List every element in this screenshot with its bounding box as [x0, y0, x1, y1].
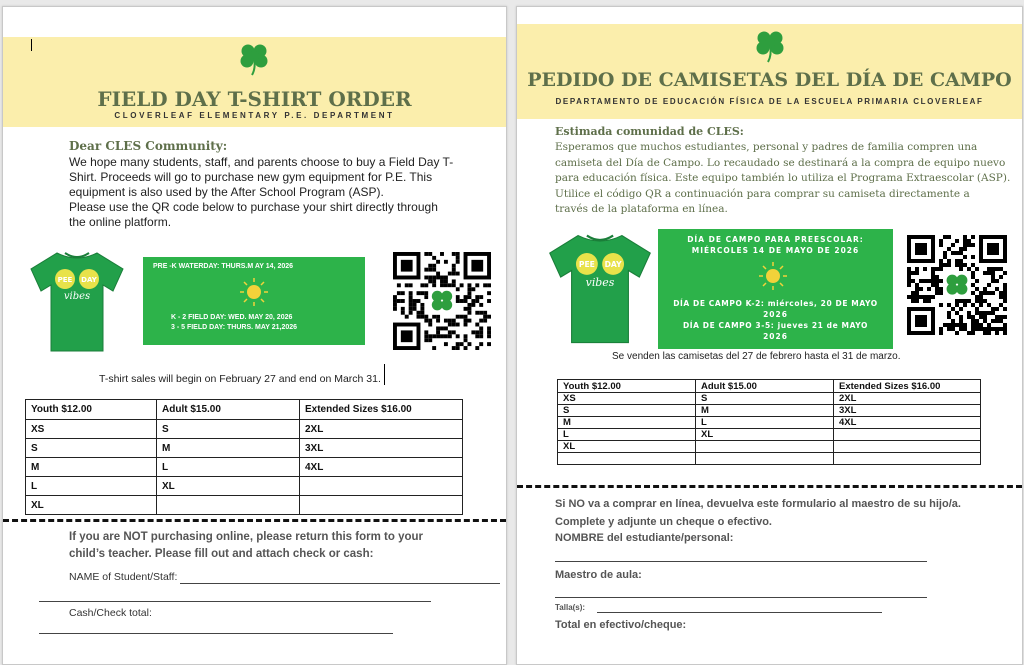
table-cell: S [157, 420, 300, 439]
name-input-line[interactable] [555, 561, 927, 562]
table-cell [300, 477, 463, 496]
greeting: Estimada comunidad de CLES: [555, 125, 744, 138]
size-header-extended: Extended Sizes $16.00 [834, 380, 981, 393]
english-order-page [2, 6, 507, 665]
text-cursor [384, 364, 385, 385]
event-dates-box [658, 229, 893, 349]
size-header-adult: Adult $15.00 [696, 380, 834, 393]
shamrock-icon [752, 27, 788, 63]
teacher-input-line[interactable] [555, 597, 927, 598]
table-cell [834, 453, 981, 465]
intro-line: Shirt. Proceeds will go to purchase new gym equipment for P.E. This [69, 170, 433, 184]
size-table [25, 399, 463, 515]
return-instructions [555, 495, 961, 531]
return-line: Si NO va a comprar en línea, devuelva este formulario al maestro de su hijo/a. [555, 498, 961, 510]
table-row [558, 393, 981, 405]
svg-text:DAY: DAY [81, 276, 97, 284]
name-label: NOMBRE del estudiante/personal: [555, 532, 734, 544]
intro-line: Esperamos que muchos estudiantes, personal y padres de familia compren una [555, 141, 978, 153]
table-cell: XL [696, 429, 834, 441]
table-cell: S [696, 393, 834, 405]
intro-line: We hope many students, staff, and parents choose to buy a Field Day T- [69, 155, 454, 169]
intro-line: través de la plataforma en línea. [555, 203, 728, 215]
cut-line [3, 519, 506, 522]
table-row [558, 429, 981, 441]
grade35-date: DÍA DE CAMPO 3-5: jueves 21 de MAYO [682, 321, 869, 330]
cash-input-line[interactable] [39, 633, 393, 634]
intro-line: the online platform. [69, 215, 172, 229]
table-cell [834, 441, 981, 453]
svg-text:PEE: PEE [578, 260, 595, 270]
sun-icon [758, 261, 788, 291]
greeting: Dear CLES Community: [69, 139, 228, 153]
intro-line: camiseta del Día de Campo. Lo recaudado se destinará a la compra de equipo nuevo [555, 156, 1006, 169]
table-cell: 4XL [300, 458, 463, 477]
table-row [558, 441, 981, 453]
intro-paragraph [555, 140, 1015, 218]
table-cell: XS [26, 420, 157, 439]
table-cell: L [157, 458, 300, 477]
spanish-order-page [516, 6, 1023, 665]
table-cell [300, 496, 463, 515]
return-line: Complete y adjunte un cheque o efectivo. [555, 516, 772, 528]
size-header-youth: Youth $12.00 [558, 380, 696, 393]
cash-label: Total en efectivo/cheque: [555, 619, 687, 631]
sales-note: T-shirt sales will begin on February 27 and end on March 31. [99, 373, 381, 385]
name-input-line-2[interactable] [39, 601, 431, 602]
grade35-year: 2026 [763, 332, 788, 341]
page-subtitle: CLOVERLEAF ELEMENTARY P.E. DEPARTMENT [114, 111, 395, 120]
intro-line: para educación física. Este equipo también lo utiliza el Programa Extraescolar (ASP). [555, 172, 1011, 184]
text-cursor [31, 39, 32, 51]
table-cell: XL [26, 496, 157, 515]
k2-date: K - 2 FIELD DAY: WED. MAY 20, 2026 [171, 314, 293, 321]
table-cell [696, 441, 834, 453]
table-cell [696, 453, 834, 465]
page-title: PEDIDO DE CAMISETAS DEL DÍA DE CAMPO [527, 69, 1012, 91]
table-cell: M [696, 405, 834, 417]
table-cell: 4XL [834, 417, 981, 429]
prek-date: PRE -K WATERDAY: THURS.M AY 14, 2026 [153, 263, 294, 270]
table-cell: 2XL [834, 393, 981, 405]
cut-line [517, 485, 1022, 488]
table-row [26, 420, 463, 439]
table-cell: M [558, 417, 696, 429]
table-cell: L [558, 429, 696, 441]
page-subtitle: DEPARTAMENTO DE EDUCACIÓN FÍSICA DE LA ESCUELA PRIMARIA CLOVERLEAF [555, 97, 984, 106]
return-line: child’s teacher. Please fill out and attach check or cash: [69, 548, 374, 560]
return-instructions [69, 529, 423, 563]
table-cell: XS [558, 393, 696, 405]
name-input-line[interactable] [180, 583, 500, 584]
page-title: FIELD DAY T-SHIRT ORDER [97, 87, 412, 111]
tshirt-image [545, 229, 655, 347]
sun-icon [239, 277, 269, 307]
sales-note: Se venden las camisetas del 27 de febrero hasta el 31 de marzo. [612, 351, 901, 362]
tshirt-image [27, 247, 127, 355]
intro-line: Utilice el código QR a continuación para comprar su camiseta directamente a [555, 187, 970, 200]
table-row [558, 405, 981, 417]
table-row [26, 477, 463, 496]
name-label: NAME of Student/Staff: [69, 571, 178, 583]
table-cell: 2XL [300, 420, 463, 439]
k2-year: 2026 [763, 310, 788, 319]
grade35-date: 3 - 5 FIELD DAY: THURS. MAY 21,2026 [171, 324, 298, 331]
table-cell: M [26, 458, 157, 477]
cash-label: Cash/Check total: [69, 607, 152, 619]
svg-text:PEE: PEE [57, 276, 73, 284]
table-cell [558, 453, 696, 465]
table-cell: 3XL [834, 405, 981, 417]
prek-date: MIÉRCOLES 14 DE MAYO DE 2026 [691, 246, 860, 255]
intro-paragraph [69, 155, 489, 230]
table-cell [834, 429, 981, 441]
svg-text:vibes: vibes [585, 275, 615, 289]
table-cell: S [26, 439, 157, 458]
svg-text:vibes: vibes [63, 291, 91, 302]
size-header-adult: Adult $15.00 [157, 400, 300, 420]
table-cell: XL [558, 441, 696, 453]
prek-label: DÍA DE CAMPO PARA PREESCOLAR: [687, 235, 864, 244]
intro-line: Please use the QR code below to purchase your shirt directly through [69, 200, 438, 214]
svg-text:DAY: DAY [604, 260, 622, 270]
table-cell: XL [157, 477, 300, 496]
size-label: Talla(s): [555, 603, 586, 612]
size-table-header [558, 380, 981, 393]
table-row [558, 453, 981, 465]
shamrock-icon [236, 40, 272, 76]
teacher-label: Maestro de aula: [555, 569, 642, 581]
table-cell: S [558, 405, 696, 417]
table-row [558, 417, 981, 429]
k2-date: DÍA DE CAMPO K-2: miércoles, 20 DE MAYO [673, 299, 878, 308]
size-table [557, 379, 981, 465]
table-row [26, 458, 463, 477]
qr-code[interactable] [393, 252, 491, 350]
return-line: If you are NOT purchasing online, please return this form to your [69, 531, 423, 543]
qr-code[interactable] [907, 235, 1007, 335]
size-header-youth: Youth $12.00 [26, 400, 157, 420]
table-cell: M [157, 439, 300, 458]
table-cell [157, 496, 300, 515]
table-cell: L [26, 477, 157, 496]
size-table-header [26, 400, 463, 420]
event-dates-box [143, 257, 365, 345]
intro-line: equipment is also used by the After School Program (ASP). [69, 185, 384, 199]
table-row [26, 439, 463, 458]
size-input-line[interactable] [597, 612, 882, 613]
table-cell: 3XL [300, 439, 463, 458]
table-row [26, 496, 463, 515]
size-header-extended: Extended Sizes $16.00 [300, 400, 463, 420]
table-cell: L [696, 417, 834, 429]
